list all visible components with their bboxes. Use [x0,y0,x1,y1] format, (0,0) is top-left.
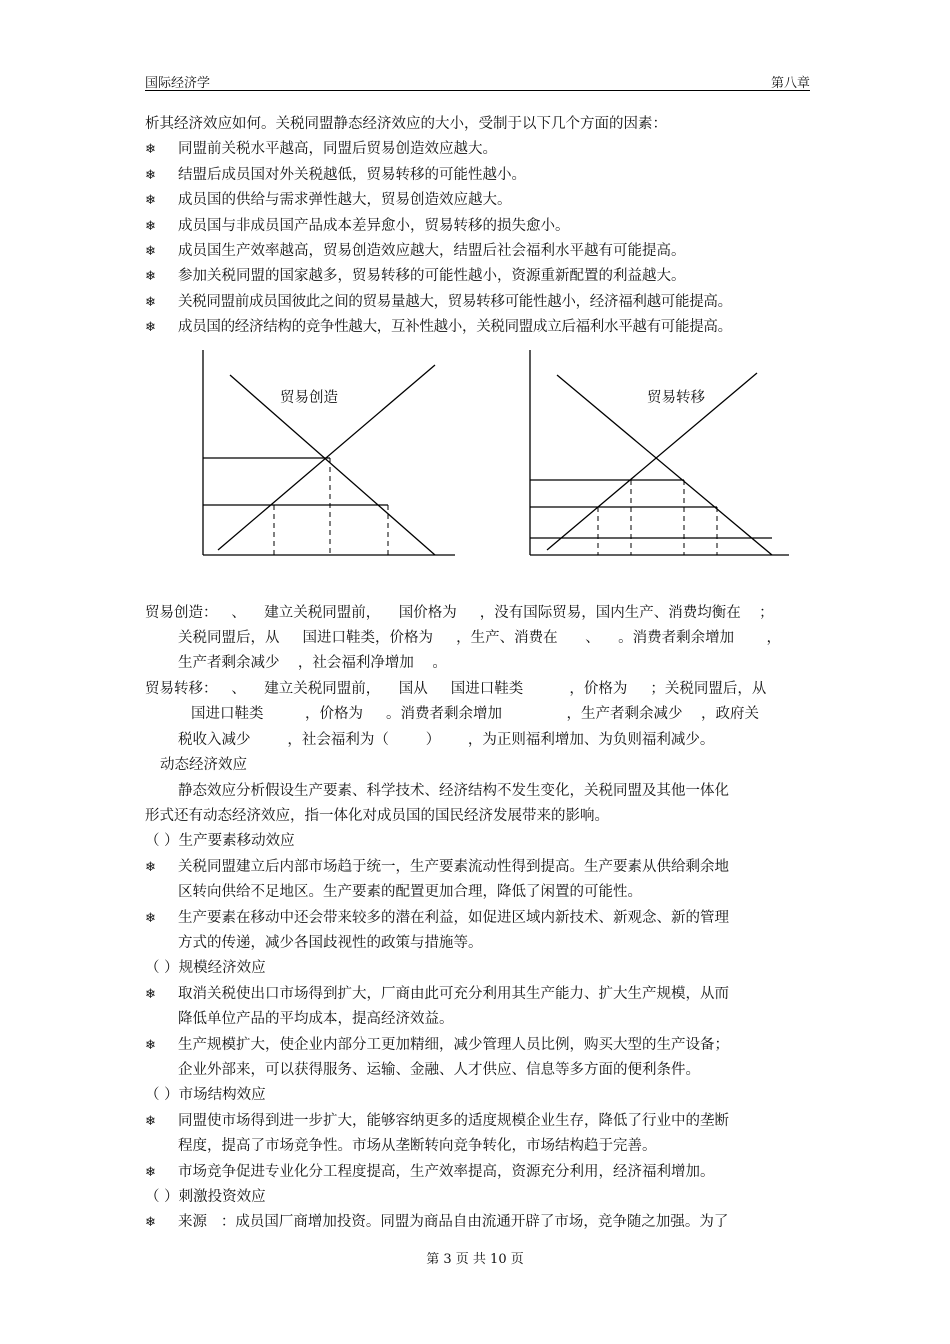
right-diagram-title: 贸易转移 [647,389,705,406]
static-factor-item: ❄ 成员国与非成员国产品成本差异愈小，贸易转移的损失愈小。 [145,214,813,239]
page-header [145,68,810,91]
bullet-icon: ❄ [145,910,156,926]
static-factor-item: ❄ 结盟后成员国对外关税越低，贸易转移的可能性越小。 [145,163,813,188]
bullet-icon: ❄ [145,1113,156,1129]
static-factor-item: ❄ 成员国的供给与需求弹性越大，贸易创造效应越大。 [145,188,813,213]
dynamic-heading: 动态经济效应 [160,757,247,774]
bullet-icon: ❄ [145,1164,156,1180]
bullet-icon: ❄ [145,244,156,260]
page-content [145,112,813,1236]
section-title: （ ）规模经济效应 [145,960,266,977]
supply-demand-figures [145,345,813,601]
section-item: ❄ 市场竞争促进专业化分工程度提高，生产效率提高，资源充分利用，经济福利增加。 [145,1160,813,1185]
bullet-icon: ❄ [145,167,156,183]
static-factor-list [145,137,813,340]
bullet-icon: ❄ [145,294,156,310]
bullet-icon: ❄ [145,320,156,336]
section-item: ❄ 生产规模扩大，使企业内部分工更加精细，减少管理人员比例，购买大型的生产设备； 企业外部来，可以获得服务、运输、金融、人才供应、信息等多方面的便利条件。 [145,1033,813,1084]
page-footer [0,1248,950,1267]
dynamic-paragraph-line: 形式还有动态经济效应，指一体化对成员国的国民经济发展带来的影响。 [145,807,609,824]
section-title: （ ）刺激投资效应 [145,1189,266,1205]
bullet-icon: ❄ [145,142,156,158]
section-item: ❄ 同盟使市场得到进一步扩大，能够容纳更多的适度规模企业生存，降低了行业中的垄断 程度，提高了市场竞争性。市场从垄断转向竞争转化，市场结构趋于完善。 [145,1109,813,1160]
section-item: ❄ 生产要素在移动中还会带来较多的潜在利益，如促进区域内新技术、新观念、新的管理 方式的传递，减少各国歧视性的政策与措施等。 [145,906,813,957]
static-factor-item: ❄ 参加关税同盟的国家越多，贸易转移的可能性越小，资源重新配置的利益越大。 [145,264,813,289]
bullet-icon: ❄ [145,1037,156,1053]
section-title: （ ）生产要素移动效应 [145,833,295,850]
bullet-icon: ❄ [145,269,156,285]
bullet-icon: ❄ [145,218,156,234]
static-factor-item: ❄ 同盟前关税水平越高，同盟后贸易创造效应越大。 [145,137,813,162]
section-title: （ ）市场结构效应 [145,1087,266,1104]
bullet-icon: ❄ [145,1215,156,1231]
section-item: ❄ 取消关税使出口市场得到扩大，厂商由此可充分利用其生产能力、扩大生产规模，从而 降低单位产品的平均成本，提高经济效益。 [145,982,813,1033]
section-item: ❄ 来源 ：成员国厂商增加投资。同盟为商品自由流通开辟了市场，竞争随之加强。为了 [145,1210,813,1235]
trade-diversion-diagram [527,345,795,565]
intro-line: 析其经济效应如何。关税同盟静态经济效应的大小，受制于以下几个方面的因素： [145,116,667,132]
page-number: 第 3 页 共 10 页 [426,1252,524,1267]
trade-creation-diagram [200,345,462,565]
bullet-icon: ❄ [145,859,156,875]
static-factor-item: ❄ 关税同盟前成员国彼此之间的贸易量越大，贸易转移可能性越小，经济福利越可能提高。 [145,290,813,315]
bullet-icon: ❄ [145,986,156,1002]
section-item: ❄ 关税同盟建立后内部市场趋于统一，生产要素流动性得到提高。生产要素从供给剩余地 区转向供给不足地区。生产要素的配置更加合理，降低了闲置的可能性。 [145,855,813,906]
static-factor-item: ❄ 成员国的经济结构的竞争性越大，互补性越小，关税同盟成立后福利水平越有可能提高。 [145,315,813,340]
header-chapter: 第八章 [770,76,810,91]
dynamic-paragraph-line: 静态效应分析假设生产要素、科学技术、经济结构不发生变化，关税同盟及其他一体化 [178,782,729,799]
header-book-title: 国际经济学 [145,76,211,91]
static-factor-item: ❄ 成员国生产效率越高，贸易创造效应越大，结盟后社会福利水平越有可能提高。 [145,239,813,264]
trade-diversion-explanation: 贸易转移： 、 建立关税同盟前， 国从 国进口鞋类 ，价格为 ；关税同盟后，从 国进口鞋类 ，价格为 。消费者剩余增加 ，生产者剩余减少 ，政府关 税收入减少 ，社会福利为（ ） ，为正则福利增加、为负则福利减少。 [145,680,767,748]
trade-creation-explanation: 贸易创造： 、 建立关税同盟前， 国价格为 ，没有国际贸易，国内生产、消费均衡在 ； 关税同盟后，从 国进口鞋类，价格为 ，生产、消费在 、 。消费者剩余增加 ， 生产者剩余减少 ，社会福利净增加 。 [145,604,781,672]
bullet-icon: ❄ [145,193,156,209]
left-diagram-title: 贸易创造 [280,389,338,406]
